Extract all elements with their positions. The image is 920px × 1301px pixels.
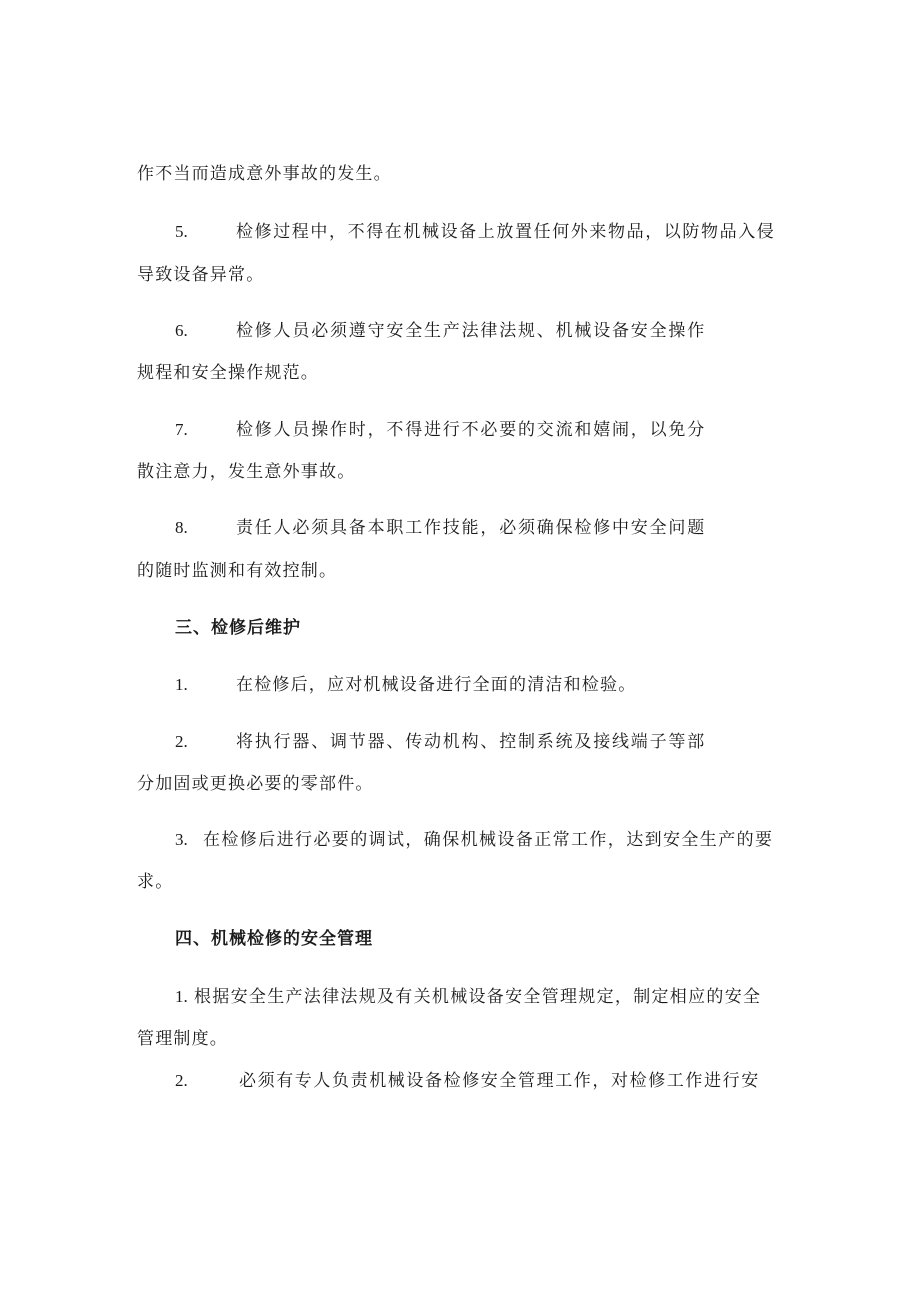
list-number: 1. <box>175 987 188 1006</box>
paragraph-line: 散注意力，发生意外事故。 <box>137 462 356 482</box>
paragraph-line: 责任人必须具备本职工作技能，必须确保检修中安全问题 <box>236 518 706 538</box>
paragraph-line: 导致设备异常。 <box>137 265 265 285</box>
paragraph-line: 在检修后进行必要的调试，确保机械设备正常工作，达到安全生产的要 <box>203 830 774 850</box>
paragraph-line: 检修人员操作时，不得进行不必要的交流和嬉闹，以免分 <box>236 420 706 440</box>
paragraph-line: 根据安全生产法律法规及有关机械设备安全管理规定，制定相应的安全 <box>194 987 762 1007</box>
paragraph-line: 必须有专人负责机械设备检修安全管理工作，对检修工作进行安 <box>239 1071 760 1091</box>
section-heading: 四、机械检修的安全管理 <box>175 929 373 949</box>
list-number: 7. <box>175 420 188 439</box>
paragraph-line: 作不当而造成意外事故的发生。 <box>137 164 392 184</box>
list-number: 2. <box>175 732 188 751</box>
list-number: 3. <box>175 830 188 849</box>
paragraph-line: 将执行器、调节器、传动机构、控制系统及接线端子等部 <box>236 732 706 752</box>
list-number: 6. <box>175 321 188 340</box>
list-number: 1. <box>175 675 188 694</box>
paragraph-line: 在检修后，应对机械设备进行全面的清洁和检验。 <box>236 675 637 695</box>
paragraph-line: 管理制度。 <box>137 1029 228 1049</box>
paragraph-line: 求。 <box>137 872 174 892</box>
section-heading: 三、检修后维护 <box>175 618 301 638</box>
list-number: 2. <box>175 1071 188 1090</box>
paragraph-line: 规程和安全操作规范。 <box>137 363 319 383</box>
paragraph-line: 的随时监测和有效控制。 <box>137 561 338 581</box>
paragraph-line: 分加固或更换必要的零部件。 <box>137 774 374 794</box>
list-number: 5. <box>175 222 188 241</box>
paragraph-line: 检修人员必须遵守安全生产法律法规、机械设备安全操作 <box>236 321 706 341</box>
paragraph-line: 检修过程中，不得在机械设备上放置任何外来物品，以防物品入侵 <box>236 222 776 242</box>
list-number: 8. <box>175 518 188 537</box>
